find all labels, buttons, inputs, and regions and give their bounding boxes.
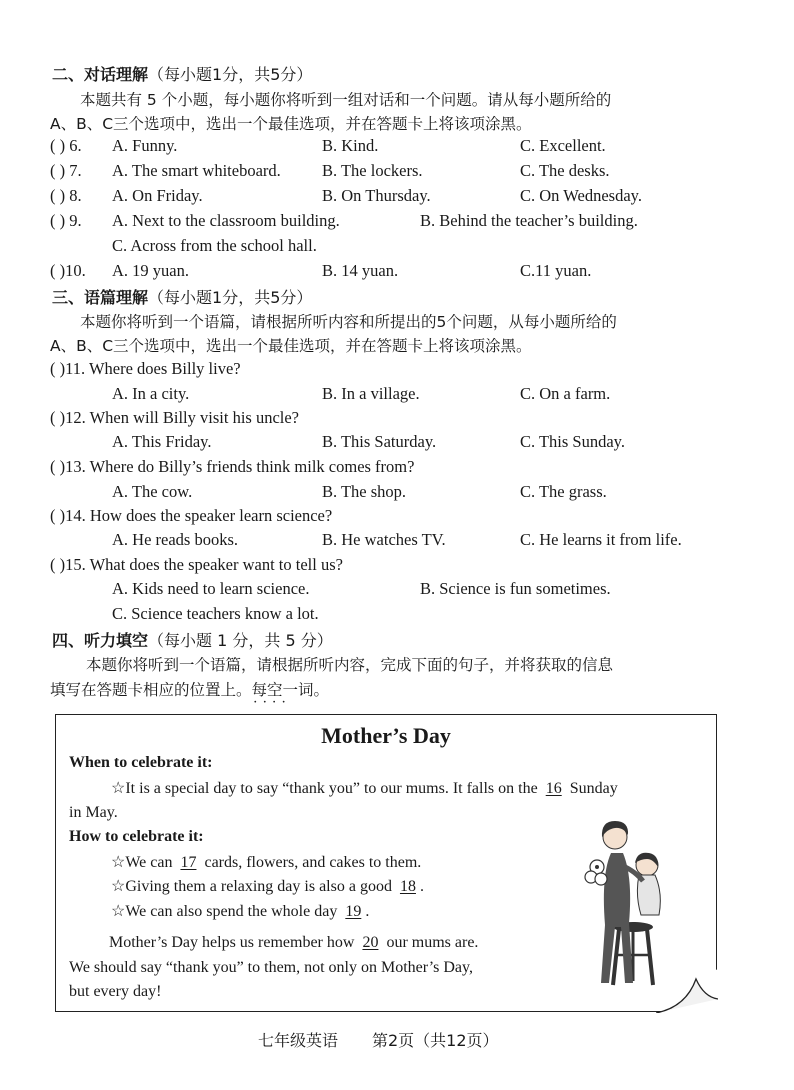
- q14-question: ( )14. How does the speaker learn science?: [50, 506, 333, 525]
- section2-title: 二、对话理解: [52, 65, 149, 84]
- when-line-1: [111, 778, 618, 798]
- q12-option-c: C. This Sunday.: [520, 432, 625, 451]
- section3-instruction-1: 本题你将听到一个语篇，请根据所听内容和所提出的5个问题，从每小题所给的: [80, 313, 617, 331]
- q7-option-a: A. The smart whiteboard.: [112, 161, 281, 180]
- section4-instruction-2-end: 。: [313, 681, 330, 699]
- q10-option-c: C.11 yuan.: [520, 261, 592, 280]
- closing-line-1-text: Mother’s Day helps us remember how: [109, 934, 355, 951]
- q11-question: ( )11. Where does Billy live?: [50, 359, 241, 378]
- blank-19: 19: [345, 903, 362, 920]
- section3-instruction-2: A、B、C三个选项中，选出一个最佳选项，并在答题卡上将该项涂黑。: [50, 337, 532, 355]
- blank-20: 20: [362, 934, 379, 951]
- q14-option-a: A. He reads books.: [112, 530, 239, 549]
- q12-option-b: B. This Saturday.: [322, 432, 437, 451]
- q8-option-c: C. On Wednesday.: [520, 186, 642, 205]
- q6-option-c: C. Excellent.: [520, 136, 606, 155]
- section4-instruction-2-part1: 填写在答题卡相应的位置上。: [50, 681, 252, 699]
- blank-18: 18: [399, 878, 416, 895]
- q13-option-c: C. The grass.: [520, 482, 607, 501]
- closing-line-1: [109, 934, 478, 952]
- section3-points: （每小题1分，共5分）: [148, 288, 313, 307]
- section4-title: 四、听力填空: [52, 631, 149, 650]
- footer-page-number: 第2页（共12页）: [372, 1031, 499, 1050]
- section2-instruction-2: A、B、C三个选项中，选出一个最佳选项，并在答题卡上将该项涂黑。: [50, 115, 532, 133]
- section4-points: （每小题 1 分，共 5 分）: [148, 631, 333, 650]
- q12-question: ( )12. When will Billy visit his uncle?: [50, 408, 299, 427]
- mother-child-illustration: [571, 815, 681, 995]
- q15-option-c: C. Science teachers know a lot.: [112, 604, 319, 623]
- q7-option-b: B. The lockers.: [322, 161, 423, 180]
- q6-number: ( ) 6.: [50, 136, 82, 155]
- q8-option-b: B. On Thursday.: [322, 186, 431, 205]
- q7-number: ( ) 7.: [50, 161, 82, 180]
- how-line-1-text: ☆We can: [111, 854, 173, 871]
- blank-17: 17: [180, 854, 197, 871]
- blank-16: 16: [545, 780, 562, 797]
- q8-number: ( ) 8.: [50, 186, 82, 205]
- how-line-2-end: .: [419, 878, 424, 895]
- section4-instruction-2: [50, 678, 329, 700]
- q9-number: ( ) 9.: [50, 211, 82, 230]
- how-line-1-end: cards, flowers, and cakes to them.: [204, 854, 422, 871]
- q9-option-c: C. Across from the school hall.: [112, 236, 317, 255]
- section2-instruction-1: 本题共有 5 个小题，每小题你将听到一组对话和一个问题。请从每小题所给的: [80, 91, 612, 109]
- q8-option-a: A. On Friday.: [112, 186, 203, 205]
- section4-instruction-1: 本题你将听到一个语篇，请根据所听内容，完成下面的句子，并将获取的信息: [86, 656, 614, 674]
- q12-option-a: A. This Friday.: [112, 432, 212, 451]
- q14-option-b: B. He watches TV.: [322, 530, 446, 549]
- closing-line-1-end: our mums are.: [386, 934, 479, 951]
- how-line-3-text: ☆We can also spend the whole day: [111, 903, 338, 920]
- q13-option-a: A. The cow.: [112, 482, 193, 501]
- how-line-1: [111, 852, 421, 872]
- section3-heading: [52, 285, 312, 308]
- footer-subject: 七年级英语: [258, 1031, 339, 1050]
- q9-option-b: B. Behind the teacher’s building.: [420, 211, 638, 230]
- q13-option-b: B. The shop.: [322, 482, 407, 501]
- q15-option-a: A. Kids need to learn science.: [112, 579, 310, 598]
- when-line-1-end: Sunday: [569, 780, 618, 797]
- when-line-2: in May.: [69, 804, 118, 821]
- box-title: Mother’s Day: [321, 723, 451, 748]
- q7-option-c: C. The desks.: [520, 161, 610, 180]
- q11-option-b: B. In a village.: [322, 384, 420, 403]
- how-line-2-text: ☆Giving them a relaxing day is also a good: [111, 878, 392, 895]
- q6-option-b: B. Kind.: [322, 136, 379, 155]
- how-line-3-end: .: [365, 903, 370, 920]
- page-curl-corner: [656, 969, 718, 1013]
- section2-heading: [52, 62, 312, 85]
- q11-option-c: C. On a farm.: [520, 384, 611, 403]
- q6-option-a: A. Funny.: [112, 136, 178, 155]
- q10-option-b: B. 14 yuan.: [322, 261, 399, 280]
- when-line-1-text: ☆It is a special day to say “thank you” to our mums. It falls on the: [111, 780, 538, 797]
- how-heading: How to celebrate it:: [69, 828, 204, 845]
- section2-points: （每小题1分，共5分）: [148, 65, 313, 84]
- q15-question: ( )15. What does the speaker want to tell us?: [50, 555, 343, 574]
- q11-option-a: A. In a city.: [112, 384, 190, 403]
- closing-line-2: We should say “thank you” to them, not only on Mother’s Day,: [69, 959, 473, 976]
- how-line-3: [111, 901, 369, 921]
- q13-question: ( )13. Where do Billy’s friends think milk comes from?: [50, 457, 415, 476]
- q10-number: ( )10.: [50, 261, 86, 280]
- when-heading: When to celebrate it:: [69, 754, 213, 771]
- closing-line-3: but every day!: [69, 983, 162, 1000]
- q10-option-a: A. 19 yuan.: [112, 261, 189, 280]
- how-line-2: [111, 876, 424, 896]
- emphasis-one-word-per-blank: 每空一词 • • • •: [252, 681, 314, 699]
- mothers-day-box: [55, 714, 717, 1012]
- section3-title: 三、语篇理解: [52, 288, 149, 307]
- section4-heading: [52, 628, 333, 651]
- q9-option-a: A. Next to the classroom building.: [112, 211, 340, 230]
- q14-option-c: C. He learns it from life.: [520, 530, 682, 549]
- q15-option-b: B. Science is fun sometimes.: [420, 579, 611, 598]
